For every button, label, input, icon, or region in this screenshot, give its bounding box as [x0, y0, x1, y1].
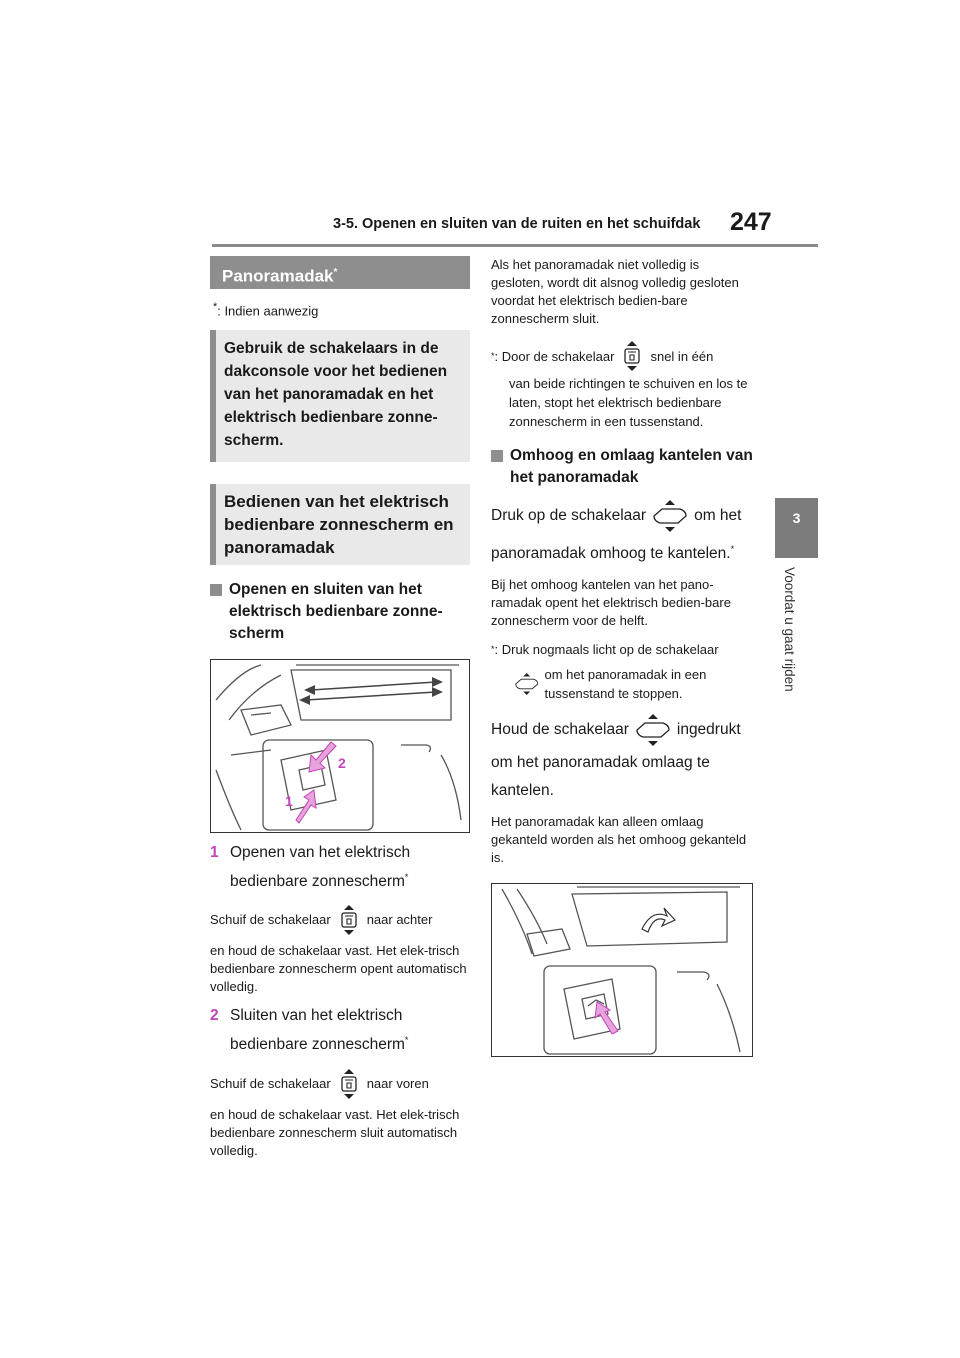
step-1-number: 1 — [210, 844, 219, 862]
note-2-star: * — [491, 644, 495, 655]
tilt-up-star: * — [730, 544, 735, 554]
sunshade-illustration-svg — [211, 660, 469, 832]
chapter-title: Voordat u gaat rijden — [782, 567, 797, 692]
tilt-illustration-svg — [492, 884, 748, 1056]
bullet-heading-tilt — [491, 445, 753, 489]
step-2-star: * — [404, 1035, 409, 1046]
step-2-detail: en houd de schakelaar vast. Het elek-trisch bedienbare zonnescherm sluit automatisch volledig. — [210, 1106, 460, 1158]
close-roof-paragraph: Als het panoramadak niet volledig is gesloten, wordt dit alsnog volledig gesloten voordat het elektrisch bedien-bare zonnescherm sluit. — [491, 257, 739, 326]
note-2-pre: : Druk nogmaals licht op de schakelaar — [494, 642, 719, 658]
tilt-up-rest-text: panoramadak omhoog te kantelen. — [491, 545, 731, 563]
slide-switch-icon — [335, 1068, 363, 1100]
step-2-number: 2 — [210, 1007, 219, 1025]
tilt-up-pre: Druk op de schakelaar — [491, 507, 647, 524]
step-1-pre: Schuif de schakelaar — [210, 912, 331, 928]
note-1-detail: van beide richtingen te schuiven en los te laten, stopt het elektrisch bedienbare zonnescherm in een tussenstand. — [509, 376, 748, 429]
left-column — [210, 256, 470, 1160]
step-2-text: Sluiten van het elektrisch bedienbare zonnescherm — [230, 1007, 405, 1054]
section-heading — [210, 256, 470, 289]
arrow-open-icon — [296, 790, 316, 823]
step-1-title — [210, 841, 470, 894]
note-2-icon-line — [491, 665, 753, 703]
header-rule — [212, 244, 818, 247]
note-2-line — [491, 640, 753, 659]
tilt-up-line — [491, 499, 753, 533]
half-open-paragraph: Bij het omhoog kantelen van het pano-ramadak opent het elektrisch bedien-bare zonnescherm voor de helft. — [491, 577, 731, 629]
tilt-up-rest — [491, 535, 753, 568]
bullet-text: Openen en sluiten van het elektrisch bedienbare zonne-scherm — [229, 581, 443, 643]
tilt-arrow-icon — [642, 908, 675, 932]
note-1-post: snel in één — [650, 348, 714, 364]
page-number: 247 — [730, 208, 772, 236]
step-1-star: * — [404, 872, 409, 883]
footnote-mark: * — [213, 301, 218, 313]
tilt-switch-icon — [633, 713, 673, 747]
tilt-up-post: om het — [694, 507, 742, 524]
step-1-detail: en houd de schakelaar vast. Het elek-trisch bedienbare zonnescherm opent automatisch volledig. — [210, 943, 467, 995]
step-2-title — [210, 1004, 470, 1057]
step-2-pre: Schuif de schakelaar — [210, 1075, 331, 1091]
note-1-star: * — [491, 350, 495, 361]
slide-switch-icon — [618, 340, 646, 372]
right-column — [491, 256, 753, 1057]
bullet-square-icon — [491, 450, 503, 462]
step-1-instruction — [210, 904, 470, 936]
arrow-close-icon — [309, 742, 336, 772]
slide-switch-icon — [335, 904, 363, 936]
sunshade-switch-illustration — [210, 659, 470, 833]
tilt-down-pre: Houd de schakelaar — [491, 721, 629, 739]
subheading-box: Bedienen van het elektrisch bedienbare zonnescherm en panoramadak — [210, 484, 470, 565]
tilt-down-rest: om het panoramadak omlaag te kantelen. — [491, 754, 710, 800]
tilt-down-line — [491, 713, 753, 747]
bullet-text: Omhoog en omlaag kantelen van het panoramadak — [510, 447, 753, 486]
bullet-square-icon — [210, 584, 222, 596]
callout-1: 1 — [285, 793, 293, 810]
callout-2: 2 — [338, 755, 346, 772]
chapter-tab: 3 — [775, 498, 818, 558]
tilt-down-post: ingedrukt — [676, 721, 741, 739]
tilt-switch-illustration — [491, 883, 753, 1057]
tilt-condition-paragraph: Het panoramadak kan alleen omlaag gekanteld worden als het omhoog gekanteld is. — [491, 814, 747, 866]
tilt-switch-icon — [650, 499, 690, 533]
footnote-text: : Indien aanwezig — [217, 303, 319, 319]
section-heading-text: Panoramadak — [222, 266, 334, 286]
step-1-text: Openen van het elektrisch bedienbare zonnescherm — [230, 844, 411, 891]
step-1-post: naar achter — [366, 912, 433, 928]
step-2-post: naar voren — [366, 1075, 429, 1091]
note-1-line — [491, 340, 753, 372]
note-2-rest: om het panoramadak in een tussenstand te stoppen. — [544, 667, 707, 702]
tilt-switch-icon — [513, 667, 540, 701]
section-title: 3-5. Openen en sluiten van de ruiten en het schuifdak — [333, 216, 701, 232]
intro-box: Gebruik de schakelaars in de dakconsole voor het bedienen van het panoramadak en het elektrisch bedienbare zonne-scherm. — [210, 330, 470, 462]
note-1-pre: : Door de schakelaar — [494, 348, 615, 364]
heading-footnote-mark: * — [333, 267, 338, 278]
availability-footnote — [213, 301, 470, 318]
step-2-instruction — [210, 1068, 470, 1100]
bullet-heading-sunshade — [210, 579, 470, 645]
